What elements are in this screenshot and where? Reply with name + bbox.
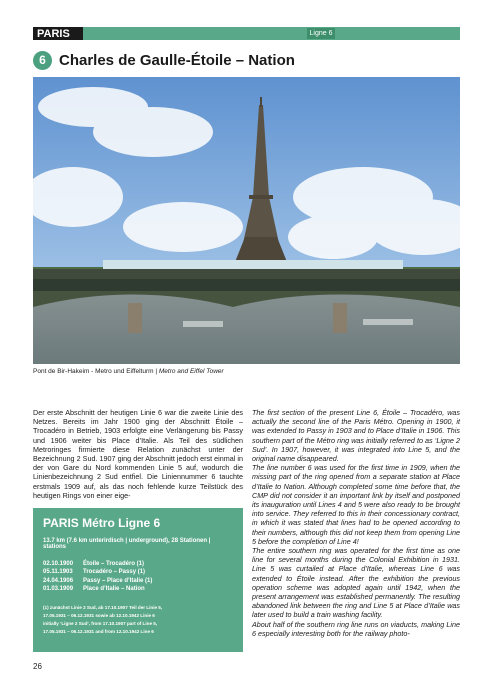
infobox-row <box>43 568 235 576</box>
infobox-row <box>43 585 235 593</box>
caption-german: Pont de Bir-Hakeim - Metro und Eiffelturm <box>33 368 154 375</box>
infobox-route: Place d’Italie – Nation <box>83 586 145 593</box>
photo-caption <box>33 368 460 375</box>
infobox-date: 02.10.1900 <box>43 561 74 567</box>
eiffel-tower-bridge-photo <box>33 77 460 364</box>
english-paragraph: The line number 6 was used for the first time in 1909, when the missing part of the ring opened from a separate station at Place d’Italie to Nation. Although completed some time before that, the CMP did not consider it an important link by itself and postponed its inauguration until Lines 4 and 5 were also ready to be brought into service. They referred to this in their concessionary contract, in which it was stated that lines had to be opened according to their numbers, although this did not keep them from opening Line 5 before the completion of Line 4! <box>252 463 460 546</box>
infobox-date: 05.11.1903 <box>43 569 73 576</box>
german-body-text: Der erste Abschnitt der heutigen Linie 6 war die zweite Linie des Netzes. Bereits im Jahr 1900 ging der Abschnitt Étoile – Trocadéro in Betrieb, 1903 erfolgte eine Verlängerung bis Passy und 1906 weiter bis Place d’Italie. Als Teil des südlichen Metroringes firmierte diese Relation zunächst unter der Bezeichnung 2 Sud. 1907 ging der Abschnitt jedoch erst einmal in der von Gare du Nord kommenden Linie 5 auf, wodurch die Linienbezeichnung 2 Sud entfiel. Die Liniennummer 6 tauchte erstmals 1909 auf, als das noch fehlende kurze Teilstück des heutigen Rings von einer eige- <box>33 408 243 500</box>
chapter-title-row <box>33 49 460 71</box>
infobox-title: PARIS Métro Ligne 6 <box>43 516 161 530</box>
header-city-label: PARIS <box>33 27 83 40</box>
chapter-title: Charles de Gaulle-Étoile – Nation <box>59 51 295 69</box>
chapter-number-badge: 6 <box>33 51 52 70</box>
infobox-note: initially ‘Ligne 2 Sud’, from 17.10.1907 part of Line 5, <box>43 621 158 627</box>
infobox-route: Trocadéro – Passy (1) <box>83 569 146 576</box>
photo-illustration <box>33 77 460 364</box>
english-paragraph: The first section of the present Line 6, Étoile – Trocadéro, was actually the second line of the Paris Métro. Opening in 1900, it was extended to Passy in 1903 and to Place d’Italie in 1906. This southern part of the Métro ring was initially referred to as ‘Ligne 2 Sud’. In 1907, however, it was integrated into Line 5, and the original name disappeared. <box>252 408 460 464</box>
line-info-box <box>33 508 243 652</box>
page-header <box>33 27 460 40</box>
infobox-route: Étoile – Trocadéro (1) <box>83 561 145 567</box>
english-paragraph: About half of the southern ring line runs on viaducts, making Line 6 especially interesting both for the railway photo- <box>252 619 460 638</box>
caption-separator: | <box>155 368 158 375</box>
infobox-note: (1) zunächst Linie 2 Sud, ab 17.10.1907 Teil der Linie 5, <box>43 604 163 610</box>
header-line-tab: Ligne 6 <box>307 28 335 39</box>
infobox-note: 17.05.1931 – 06.12.1931 and from 12.10.1942 Line 6 <box>43 629 154 635</box>
english-body-text <box>252 408 460 638</box>
infobox-date: 24.04.1906 <box>43 577 74 584</box>
header-line-strip <box>83 27 460 40</box>
infobox-row <box>43 577 235 585</box>
infobox-note: 17.05.1931 – 06.12.1931 sowie ab 12.10.1942 Linie 6 <box>43 612 155 618</box>
english-paragraph: The entire southern ring was operated for the first time as one line for several months during the Colonial Exhibition in 1931. Line 5 was curtailed at Place d’Italie, whereas Line 6 was extended to Étoile instead. After the exhibition the previous operation scheme was adopted again until 1942, when the present arrangement was established permanently. The resulting abandoned link between the ring and Line 5 at Place d’Italie was later used to build a train washing facility. <box>252 546 460 620</box>
infobox-subtitle: 13.7 km (7.6 km unterirdisch | underground), 28 Stationen | stations <box>43 538 211 550</box>
metro-train <box>103 260 403 269</box>
page-number: 26 <box>33 662 42 671</box>
caption-english: Metro and Eiffel Tower <box>158 368 224 375</box>
infobox-notes <box>43 604 235 637</box>
infobox-date: 01.03.1909 <box>43 586 74 593</box>
infobox-row <box>43 560 235 568</box>
infobox-route: Passy – Place d’Italie (1) <box>83 577 153 584</box>
